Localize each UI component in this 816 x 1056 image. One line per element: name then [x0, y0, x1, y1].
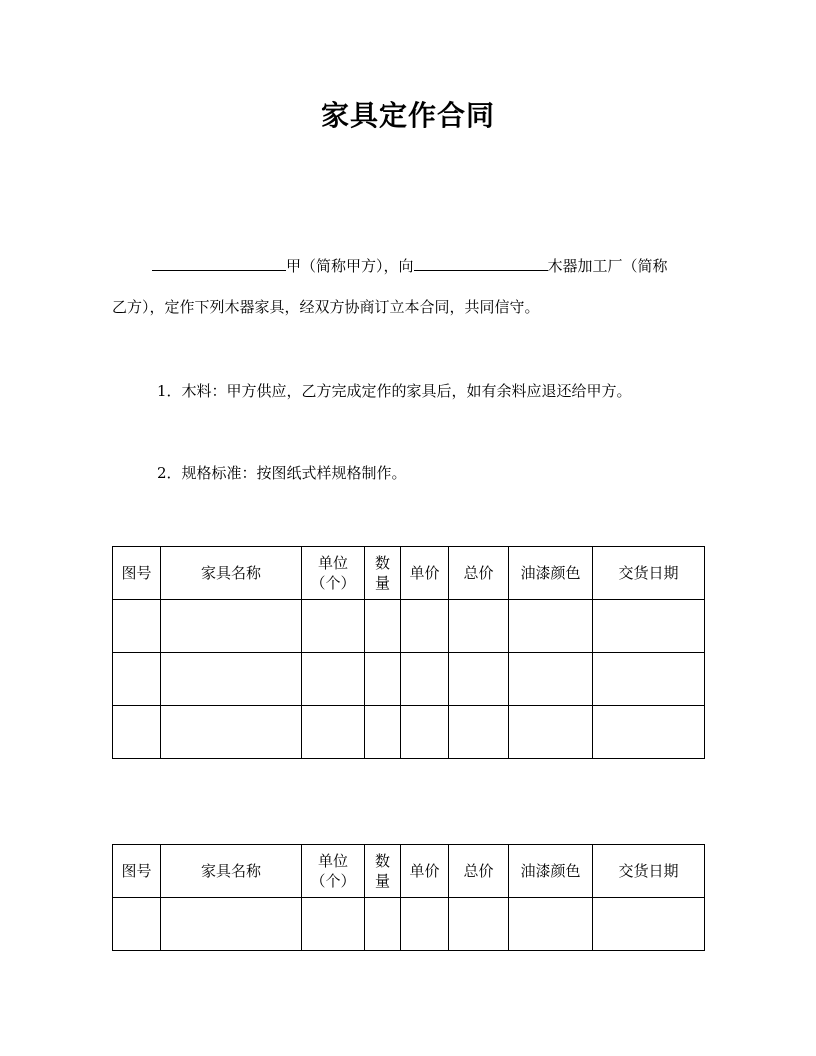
table-cell[interactable]: [365, 653, 401, 706]
table-header-row: [113, 845, 705, 898]
header-quantity-line2: 量: [374, 574, 390, 592]
table-row: [113, 653, 705, 706]
header-quantity: [365, 845, 401, 898]
header-unit-price: 单价: [401, 845, 449, 898]
header-unit-line2: （个）: [310, 574, 356, 592]
table-row: [113, 898, 705, 951]
table-cell[interactable]: [365, 706, 401, 759]
header-paint-color: 油漆颜色: [509, 845, 593, 898]
table-row: [113, 706, 705, 759]
table-cell[interactable]: [509, 706, 593, 759]
table-row: [113, 600, 705, 653]
page-title: 家具定作合同: [320, 99, 495, 132]
table-cell[interactable]: [449, 653, 509, 706]
table-cell[interactable]: [401, 600, 449, 653]
table-cell[interactable]: [161, 653, 302, 706]
table-cell[interactable]: [593, 898, 705, 951]
table-cell[interactable]: [302, 653, 365, 706]
table-cell[interactable]: [302, 706, 365, 759]
header-total-price: 总价: [449, 547, 509, 600]
header-drawing-no: 图号: [113, 845, 161, 898]
clause-1: 1．木料：甲方供应，乙方完成定作的家具后，如有余料应退还给甲方。: [157, 382, 632, 400]
table-header-row: [113, 547, 705, 600]
header-quantity: [365, 547, 401, 600]
header-delivery-date: 交货日期: [593, 845, 705, 898]
header-unit-line1: 单位: [317, 852, 348, 870]
header-quantity-line2: 量: [374, 872, 390, 890]
intro-party-a-text: 甲（简称甲方），向: [286, 257, 414, 275]
clause-2: 2．规格标准：按图纸式样规格制作。: [157, 464, 407, 482]
intro-line-2: 乙方），定作下列木器家具，经双方协商订立本合同，共同信守。: [112, 298, 540, 316]
header-quantity-line1: 数: [374, 554, 390, 572]
header-furniture-name: 家具名称: [161, 547, 302, 600]
table-cell[interactable]: [302, 600, 365, 653]
table-cell[interactable]: [113, 600, 161, 653]
header-unit-line2: （个）: [310, 872, 356, 890]
table-cell[interactable]: [113, 653, 161, 706]
intro-line-1: [152, 256, 668, 276]
table-cell[interactable]: [302, 898, 365, 951]
header-drawing-no: 图号: [113, 547, 161, 600]
furniture-table-1: [112, 546, 705, 759]
party-a-blank[interactable]: [152, 256, 286, 271]
furniture-table-2: [112, 844, 705, 951]
table-cell[interactable]: [509, 653, 593, 706]
header-unit: [302, 845, 365, 898]
table-cell[interactable]: [449, 600, 509, 653]
table-cell[interactable]: [593, 706, 705, 759]
table-cell[interactable]: [449, 706, 509, 759]
table-cell[interactable]: [161, 898, 302, 951]
table-cell[interactable]: [401, 653, 449, 706]
table-cell[interactable]: [365, 600, 401, 653]
header-paint-color: 油漆颜色: [509, 547, 593, 600]
table-cell[interactable]: [365, 898, 401, 951]
header-furniture-name: 家具名称: [161, 845, 302, 898]
table-cell[interactable]: [509, 600, 593, 653]
header-unit-price: 单价: [401, 547, 449, 600]
table-cell[interactable]: [113, 706, 161, 759]
intro-party-b-text: 木器加工厂（简称: [547, 257, 668, 275]
header-unit: [302, 547, 365, 600]
table-cell[interactable]: [509, 898, 593, 951]
table-cell[interactable]: [449, 898, 509, 951]
header-unit-line1: 单位: [317, 554, 348, 572]
header-total-price: 总价: [449, 845, 509, 898]
header-quantity-line1: 数: [374, 852, 390, 870]
header-delivery-date: 交货日期: [593, 547, 705, 600]
table-cell[interactable]: [401, 706, 449, 759]
table-cell[interactable]: [593, 653, 705, 706]
table-cell[interactable]: [161, 600, 302, 653]
table-cell[interactable]: [161, 706, 302, 759]
table-cell[interactable]: [113, 898, 161, 951]
table-cell[interactable]: [401, 898, 449, 951]
party-b-blank[interactable]: [414, 256, 548, 271]
table-cell[interactable]: [593, 600, 705, 653]
